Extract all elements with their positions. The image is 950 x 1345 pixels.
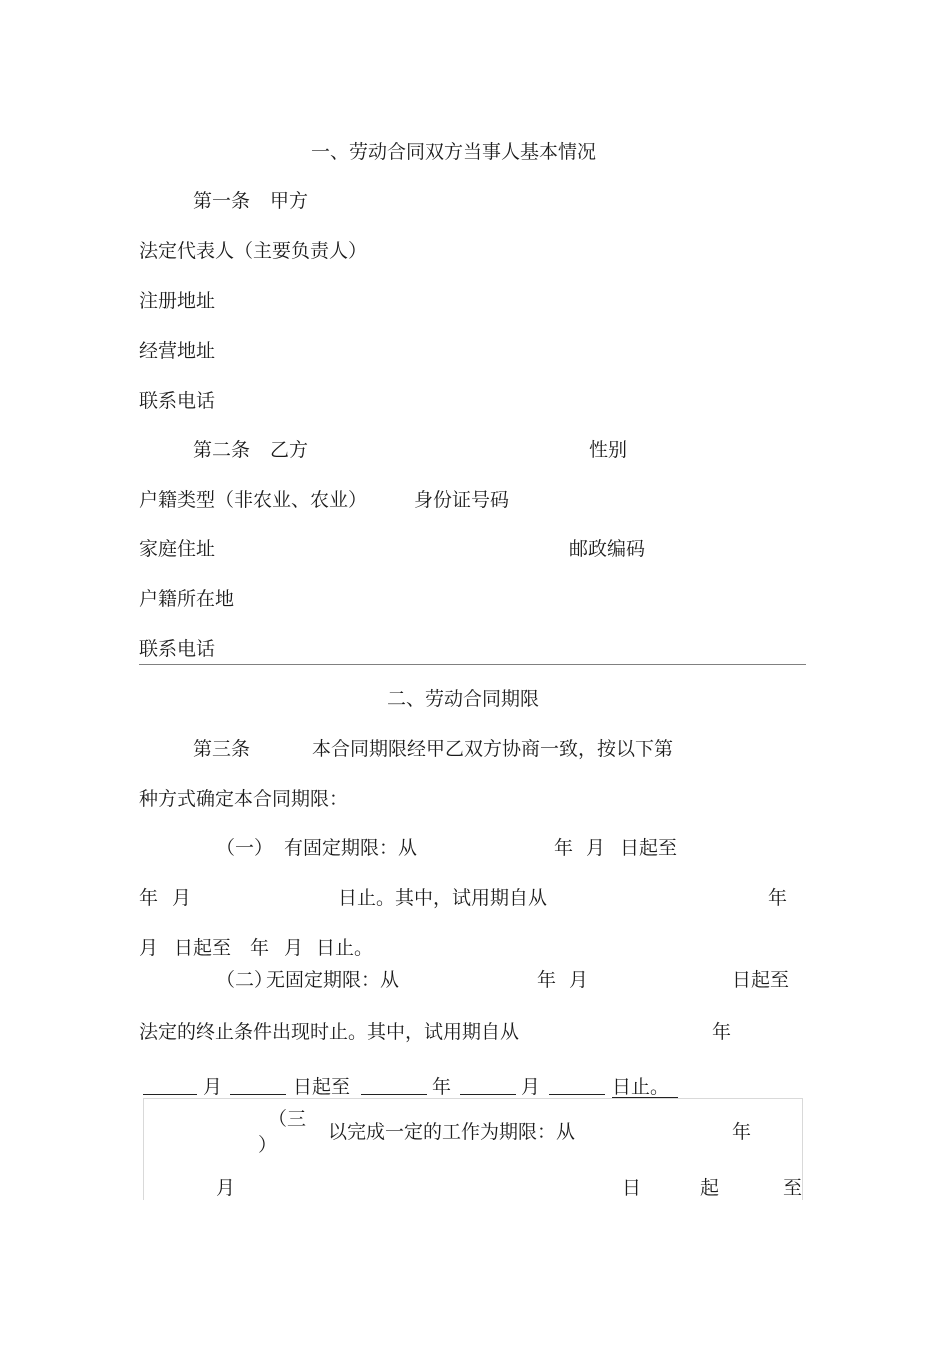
- gender-field: 性别: [589, 439, 628, 461]
- task-box-top: [143, 1098, 803, 1099]
- section1-heading: 一、劳动合同双方当事人基本情况: [311, 141, 597, 163]
- fixed-term-line2-year2: 年: [768, 887, 788, 909]
- business-address-field: 经营地址: [139, 340, 216, 362]
- open-term-text: 无固定期限：从: [266, 969, 400, 991]
- hukou-location-field: 户籍所在地: [139, 588, 235, 610]
- fixed-term-day-from: 日起至: [620, 837, 678, 859]
- blank-month-2[interactable]: [460, 1078, 516, 1095]
- fixed-term-year: 年: [554, 837, 574, 859]
- task-box-left: [143, 1098, 144, 1200]
- open-term-year: 年: [537, 969, 557, 991]
- postal-code-field: 邮政编码: [569, 538, 646, 560]
- task-term-marker-top: （三: [268, 1108, 307, 1130]
- open-term-line3-end: 日止。: [612, 1076, 670, 1098]
- fixed-term-line3-month2: 月: [284, 937, 304, 959]
- open-term-line3-year: 年: [432, 1076, 452, 1098]
- task-box-right: [802, 1098, 803, 1200]
- fixed-term-line3-day-from: 日起至: [174, 937, 232, 959]
- open-term-marker: （二）: [216, 969, 274, 991]
- open-term-line3-month: 月: [203, 1076, 223, 1098]
- article1-number: 第一条: [193, 190, 251, 212]
- fixed-term-line3-end: 日止。: [316, 937, 374, 959]
- open-term-month: 月: [569, 969, 589, 991]
- task-term-zhi: 至: [783, 1177, 803, 1199]
- task-term-year: 年: [732, 1121, 752, 1143]
- task-term-marker-bottom: ）: [258, 1134, 278, 1156]
- id-number-field: 身份证号码: [414, 489, 510, 511]
- hukou-type-field: 户籍类型（非农业、农业）: [139, 489, 368, 511]
- task-term-day: 日: [622, 1177, 642, 1199]
- open-term-line3-month2: 月: [521, 1076, 541, 1098]
- section2-heading: 二、劳动合同期限: [387, 688, 540, 710]
- fixed-term-line2-mid: 日止。其中，试用期自从: [338, 887, 548, 909]
- registered-address-field: 注册地址: [139, 290, 216, 312]
- section-divider: [139, 664, 806, 665]
- blank-day[interactable]: [230, 1078, 286, 1095]
- task-term-month: 月: [216, 1177, 236, 1199]
- home-address-field: 家庭住址: [139, 538, 216, 560]
- phone-a-field: 联系电话: [139, 390, 216, 412]
- task-term-qi: 起: [700, 1177, 720, 1199]
- blank-month[interactable]: [143, 1078, 197, 1095]
- fixed-term-line3-year: 年: [250, 937, 270, 959]
- open-term-line2: 法定的终止条件出现时止。其中，试用期自从: [139, 1021, 520, 1043]
- fixed-term-line2-month: 月: [172, 887, 192, 909]
- open-term-line3-day-from: 日起至: [293, 1076, 351, 1098]
- fixed-term-text: 有固定期限：从: [284, 837, 418, 859]
- fixed-term-month: 月: [586, 837, 606, 859]
- fixed-term-line2-year: 年: [139, 887, 159, 909]
- open-term-day-from: 日起至: [732, 969, 790, 991]
- legal-representative-field: 法定代表人（主要负责人）: [139, 240, 368, 262]
- fixed-term-marker: （一）: [216, 837, 274, 859]
- fixed-term-line3-month: 月: [139, 937, 159, 959]
- article3-number: 第三条: [193, 738, 251, 760]
- article2-label: 乙方: [270, 439, 309, 461]
- blank-day-2[interactable]: [549, 1078, 605, 1095]
- article3-continuation: 种方式确定本合同期限：: [139, 788, 349, 810]
- open-term-line2-year: 年: [712, 1021, 732, 1043]
- blank-year[interactable]: [361, 1078, 427, 1095]
- article1-label: 甲方: [270, 190, 309, 212]
- article2-number: 第二条: [193, 439, 251, 461]
- task-term-text: 以完成一定的工作为期限：从: [328, 1121, 576, 1143]
- phone-b-field: 联系电话: [139, 638, 216, 660]
- article3-text: 本合同期限经甲乙双方协商一致，按以下第: [312, 738, 674, 760]
